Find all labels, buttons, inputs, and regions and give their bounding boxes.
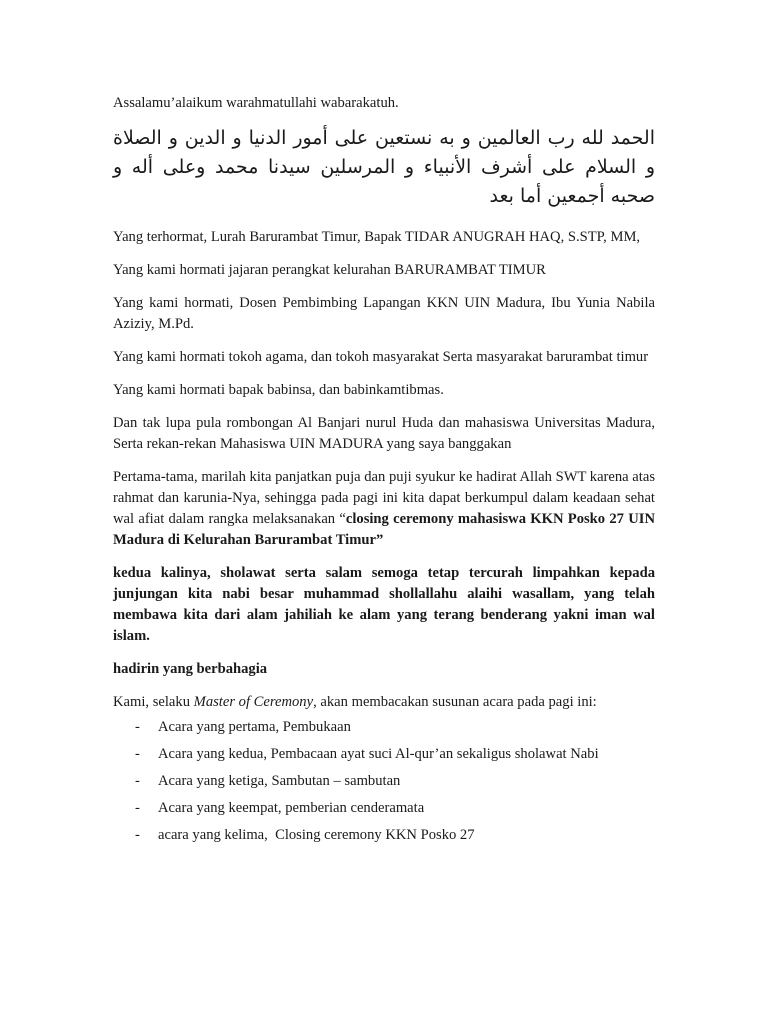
hadirin-heading: hadirin yang berbahagia: [113, 661, 268, 677]
agenda-item-text: Acara yang kedua, Pembacaan ayat suci Al-qur’an sekaligus sholawat Nabi: [158, 746, 599, 762]
agenda-list: [113, 717, 655, 846]
bullet-dash: -: [135, 719, 140, 735]
agenda-intro-italic: Master of Ceremony: [193, 694, 314, 710]
agenda-item: [113, 717, 655, 738]
agenda-item: [113, 744, 655, 765]
salutation-tokoh: Yang kami hormati tokoh agama, dan tokoh masyarakat Serta masyarakat barurambat timur: [113, 349, 649, 365]
bullet-dash: -: [135, 773, 140, 789]
bullet-dash: -: [135, 827, 140, 843]
agenda-intro-after: , akan membacakan susunan acara pada pagi ini:: [313, 694, 597, 710]
bullet-dash: -: [135, 746, 140, 762]
agenda-item: [113, 771, 655, 792]
agenda-item: [113, 798, 655, 819]
agenda-intro-before: Kami, selaku: [113, 694, 194, 710]
greeting-text: Assalamu’alaikum warahmatullahi wabarakatuh.: [113, 95, 399, 111]
bullet-dash: -: [135, 800, 140, 816]
salutation-babinsa: Yang kami hormati bapak babinsa, dan babinkamtibmas.: [113, 382, 444, 398]
arabic-opening-prayer: الحمد لله رب العالمين و به نستعين على أمور الدنيا و الدين و الصلاة و السلام على أشرف الأنبياء و المرسلين سيدنا محمد وعلى أله و صحبه أجمعين أما بعد: [113, 127, 655, 207]
document-body: [113, 93, 655, 852]
opening-text: Pertama-tama, marilah kita panjatkan puja dan puji syukur ke hadirat Allah SWT karena atas rahmat dan karunia-Nya, sehingga pada pagi ini kita dapat berkumpul dalam keadaan sehat wal afiat dalam rangka melaksanakan “: [113, 469, 655, 527]
agenda-intro: [113, 692, 655, 713]
sholawat-paragraph: kedua kalinya, sholawat serta salam semoga tetap tercurah limpahkan kepada junjungan kita nabi besar muhammad shollallahu alaihi wasallam, yang telah membawa kita dari alam jahiliah ke alam yang terang benderang yakni iman wal islam.: [113, 565, 655, 644]
salutation-lurah: Yang terhormat, Lurah Barurambat Timur, Bapak TIDAR ANUGRAH HAQ, S.STP, MM,: [113, 229, 641, 245]
opening-bold-text: closing ceremony mahasiswa KKN Posko 27 UIN Madura di Kelurahan Barurambat Timur”: [113, 511, 655, 548]
salutation-perangkat: Yang kami hormati jajaran perangkat kelurahan BARURAMBAT TIMUR: [113, 262, 546, 278]
agenda-item: [113, 825, 655, 846]
agenda-item-text: Acara yang ketiga, Sambutan – sambutan: [158, 773, 401, 789]
salutation-dosen: Yang kami hormati, Dosen Pembimbing Lapangan KKN UIN Madura, Ibu Yunia Nabila Aziziy, M.Pd.: [113, 295, 655, 332]
agenda-item-text: acara yang kelima, Closing ceremony KKN Posko 27: [158, 827, 475, 843]
agenda-item-text: Acara yang pertama, Pembukaan: [158, 719, 351, 735]
salutation-rombongan: Dan tak lupa pula rombongan Al Banjari nurul Huda dan mahasiswa Universitas Madura, Serta rekan-rekan Mahasiswa UIN MADURA yang saya banggakan: [113, 415, 655, 452]
agenda-item-text: Acara yang keempat, pemberian cenderamata: [158, 800, 425, 816]
opening-paragraph: [113, 467, 655, 551]
